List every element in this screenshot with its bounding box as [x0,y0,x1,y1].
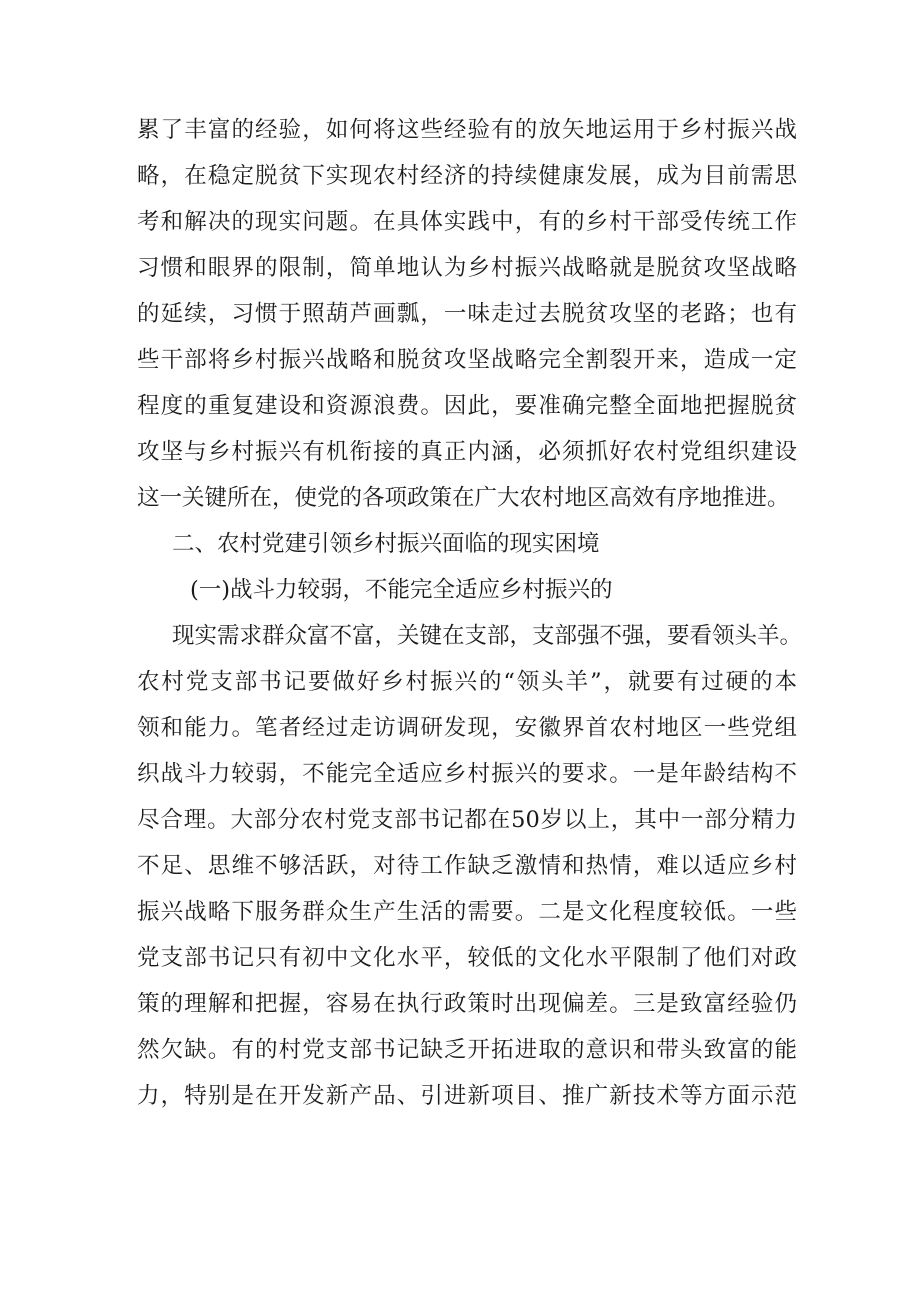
paragraph-1-line-3: 考和解决的现实问题。在具体实践中，有的乡村干部受传统工作 [137,209,797,235]
paragraph-2-line-2: 农村党支部书记要做好乡村振兴的“领头羊”，就要有过硬的本 [137,669,797,695]
paragraph-1-line-1: 累了丰富的经验，如何将这些经验有的放矢地运用于乡村振兴战 [137,117,797,143]
section-heading: 二、农村党建引领乡村振兴面临的现实困境 [172,531,600,557]
paragraph-2-line-9: 策的理解和把握，容易在执行政策时出现偏差。三是致富经验仍 [137,991,797,1017]
paragraph-1-line-6: 些干部将乡村振兴战略和脱贫攻坚战略完全割裂开来，造成一定 [137,347,797,373]
paragraph-1-line-9: 这一关键所在，使党的各项政策在广大农村地区高效有序地推进。 [137,485,790,511]
paragraph-2-line-11: 力，特别是在开发新产品、引进新项目、推广新技术等方面示范 [137,1083,797,1109]
paragraph-2-line-3: 领和能力。笔者经过走访调研发现，安徽界首农村地区一些党组 [137,715,797,741]
paragraph-1-line-4: 习惯和眼界的限制，简单地认为乡村振兴战略就是脱贫攻坚战略 [137,255,797,281]
subsection-heading: (一)战斗力较弱，不能完全适应乡村振兴的 [190,577,613,603]
paragraph-2-line-6: 不足、思维不够活跃，对待工作缺乏激情和热情，难以适应乡村 [137,853,797,879]
paragraph-1-line-7: 程度的重复建设和资源浪费。因此，要准确完整全面地把握脱贫 [137,393,797,419]
paragraph-2-line-8: 党支部书记只有初中文化水平，较低的文化水平限制了他们对政 [137,945,797,971]
paragraph-2-line-10: 然欠缺。有的村党支部书记缺乏开拓进取的意识和带头致富的能 [137,1037,797,1063]
paragraph-2-line-5: 尽合理。大部分农村党支部书记都在50岁以上，其中一部分精力 [137,807,797,833]
paragraph-2-line-4: 织战斗力较弱，不能完全适应乡村振兴的要求。一是年龄结构不 [137,761,797,787]
paragraph-1-line-2: 略，在稳定脱贫下实现农村经济的持续健康发展，成为目前需思 [137,163,797,189]
paragraph-2-line-1: 现实需求群众富不富，关键在支部，支部强不强，要看领头羊。 [172,623,803,649]
paragraph-1-line-8: 攻坚与乡村振兴有机衔接的真正内涵，必须抓好农村党组织建设 [137,439,797,465]
paragraph-1-line-5: 的延续，习惯于照葫芦画瓢，一味走过去脱贫攻坚的老路；也有 [137,301,797,327]
paragraph-2-line-7: 振兴战略下服务群众生产生活的需要。二是文化程度较低。一些 [137,899,797,925]
